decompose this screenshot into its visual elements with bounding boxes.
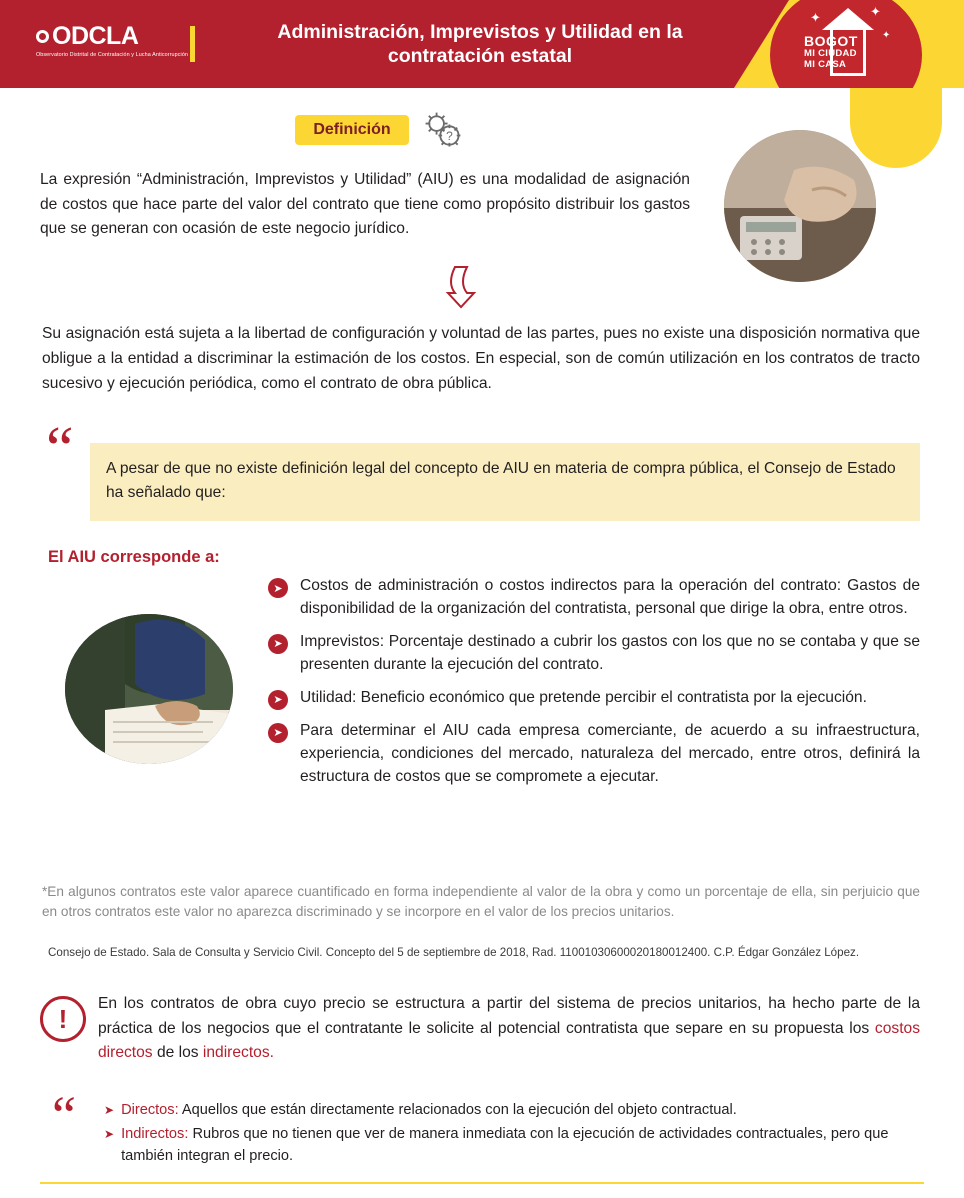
alert-text (98, 992, 920, 1066)
definicion-pill: Definición (295, 115, 408, 145)
list-item-text: Utilidad: Beneficio económico que pretende percibir el contratista por la ejecución. (300, 688, 867, 706)
arrow-down-icon (444, 265, 478, 309)
list-item-label: Directos: (121, 1102, 179, 1118)
odcla-logo-subtitle: Observatorio Distrital de Contratación y Lucha Anticorrupción (36, 52, 189, 58)
chevron-right-icon: ➤ (268, 690, 288, 710)
calculator-photo (724, 130, 876, 282)
chevron-right-icon: ➤ (268, 634, 288, 654)
list-item-body: Rubros que no tienen que ver de manera inmediata con la ejecución de actividades contractuales, pero que también integran el precio. (121, 1126, 889, 1164)
odcla-logo-wordmark (36, 24, 186, 49)
header-yellow-round-shape (850, 88, 942, 168)
list-item-text (121, 1100, 737, 1121)
odcla-logo-text: ODCLA (52, 22, 139, 50)
list-item (104, 1124, 916, 1167)
list-item (268, 686, 920, 710)
list-item (268, 630, 920, 677)
chevron-right-icon: ➤ (268, 578, 288, 598)
quote-mark-icon: “ (46, 415, 74, 483)
list-item (268, 719, 920, 789)
list-item-label: Indirectos: (121, 1126, 189, 1143)
star-icon: ✦ (810, 10, 821, 25)
list-item-text: Para determinar el AIU cada empresa comerciante, de acuerdo a su infraestructura, experiencia, condiciones del mercado, naturaleza del mercado, entre otros, definirá la estructura de costos que se compromete a ejecutar. (300, 721, 920, 786)
chevron-right-icon: ➤ (268, 723, 288, 743)
alert-highlight-indirectos: indirectos. (202, 1044, 274, 1062)
directos-indirectos-list (104, 1100, 916, 1170)
bogota-badge-line2: MI CIUDAD (804, 48, 857, 60)
arrow-right-icon: ➤ (104, 1103, 115, 1117)
aiu-bullet-list (268, 574, 920, 798)
highlight-box: A pesar de que no existe definición legal del concepto de AIU en materia de compra pública, el Consejo de Estado ha señalado que: (90, 443, 920, 521)
list-item (104, 1100, 916, 1121)
source-citation: Consejo de Estado. Sala de Consulta y Servicio Civil. Concepto del 5 de septiembre de 2018, Rad. 11001030600020180012400. C.P. Édgar González López. (48, 946, 860, 959)
paragraph-assignment: Su asignación está sujeta a la libertad de configuración y voluntad de las partes, pues no existe una disposición normativa que obligue a la entidad a discriminar la estimación de los costos. En especial, son de común utilización en los contratos de tracto sucesivo y ejecución periódica, como el contrato de obra pública. (42, 325, 920, 392)
woman-reading-photo (65, 614, 233, 764)
list-item-text: Imprevistos: Porcentaje destinado a cubrir los gastos con los que no se contaba y que se presenten durante la ejecución del contrato. (300, 632, 920, 674)
exclamation-icon: ! (40, 996, 86, 1042)
page-header (0, 0, 964, 88)
logo-dot-icon (36, 30, 49, 43)
gear-question-icon (421, 108, 465, 152)
quote-mark-icon: “ (52, 1085, 76, 1145)
footnote-text: *En algunos contratos este valor aparece cuantificado en forma independiente al valor de la obra y como un porcentaje de ella, sin perjuicio que en otros contratos este valor no aparezca discriminado y se incorpore en el valor de los precios unitarios. (42, 884, 920, 920)
list-item (268, 574, 920, 621)
list-item-text (121, 1124, 916, 1167)
bogota-badge-line3: MI CASA (804, 58, 847, 70)
alert-text-part1: En los contratos de obra cuyo precio se estructura a partir del sistema de precios unitarios, ha hecho parte de la práctica de los negocios que el contratante le solicite al potencial contratista que separe en su propuesta los (98, 995, 920, 1037)
list-item-body: Aquellos que están directamente relacionados con la ejecución del objeto contractual. (178, 1102, 737, 1118)
list-item-text: Costos de administración o costos indirectos para la operación del contrato: Gastos de disponibilidad de la organización del contratista, personal que dirige la obra, entre otros. (300, 577, 920, 618)
bottom-divider (40, 1182, 924, 1184)
bogota-badge-text (804, 34, 858, 70)
star-icon: ✦ (882, 30, 891, 41)
odcla-logo (36, 22, 189, 58)
bogota-badge-line1: BOGOT (804, 33, 858, 49)
alert-text-part2: de los (152, 1044, 203, 1062)
woman-reading-photo-image (65, 614, 233, 764)
page-title: Administración, Imprevistos y Utilidad en la contratación estatal (277, 21, 683, 68)
list-title: El AIU corresponde a: (48, 548, 220, 566)
alert-highlight-costos-directos: costos directos (98, 1019, 920, 1062)
paragraph-definition: La expresión “Administración, Imprevistos y Utilidad” (AIU) es una modalidad de asignación de costos que hace parte del valor del contrato que tiene como propósito distribuir los gastos que se generan con ocasión de este negocio jurídico. (40, 171, 690, 238)
bogota-badge-inner (770, 0, 922, 88)
star-icon: ✦ (870, 4, 881, 19)
header-divider (190, 26, 195, 62)
definicion-row (0, 108, 760, 152)
svg-text:?: ? (445, 129, 453, 144)
calculator-photo-image (724, 130, 876, 282)
arrow-right-icon: ➤ (104, 1127, 115, 1142)
bogota-badge (770, 0, 922, 88)
